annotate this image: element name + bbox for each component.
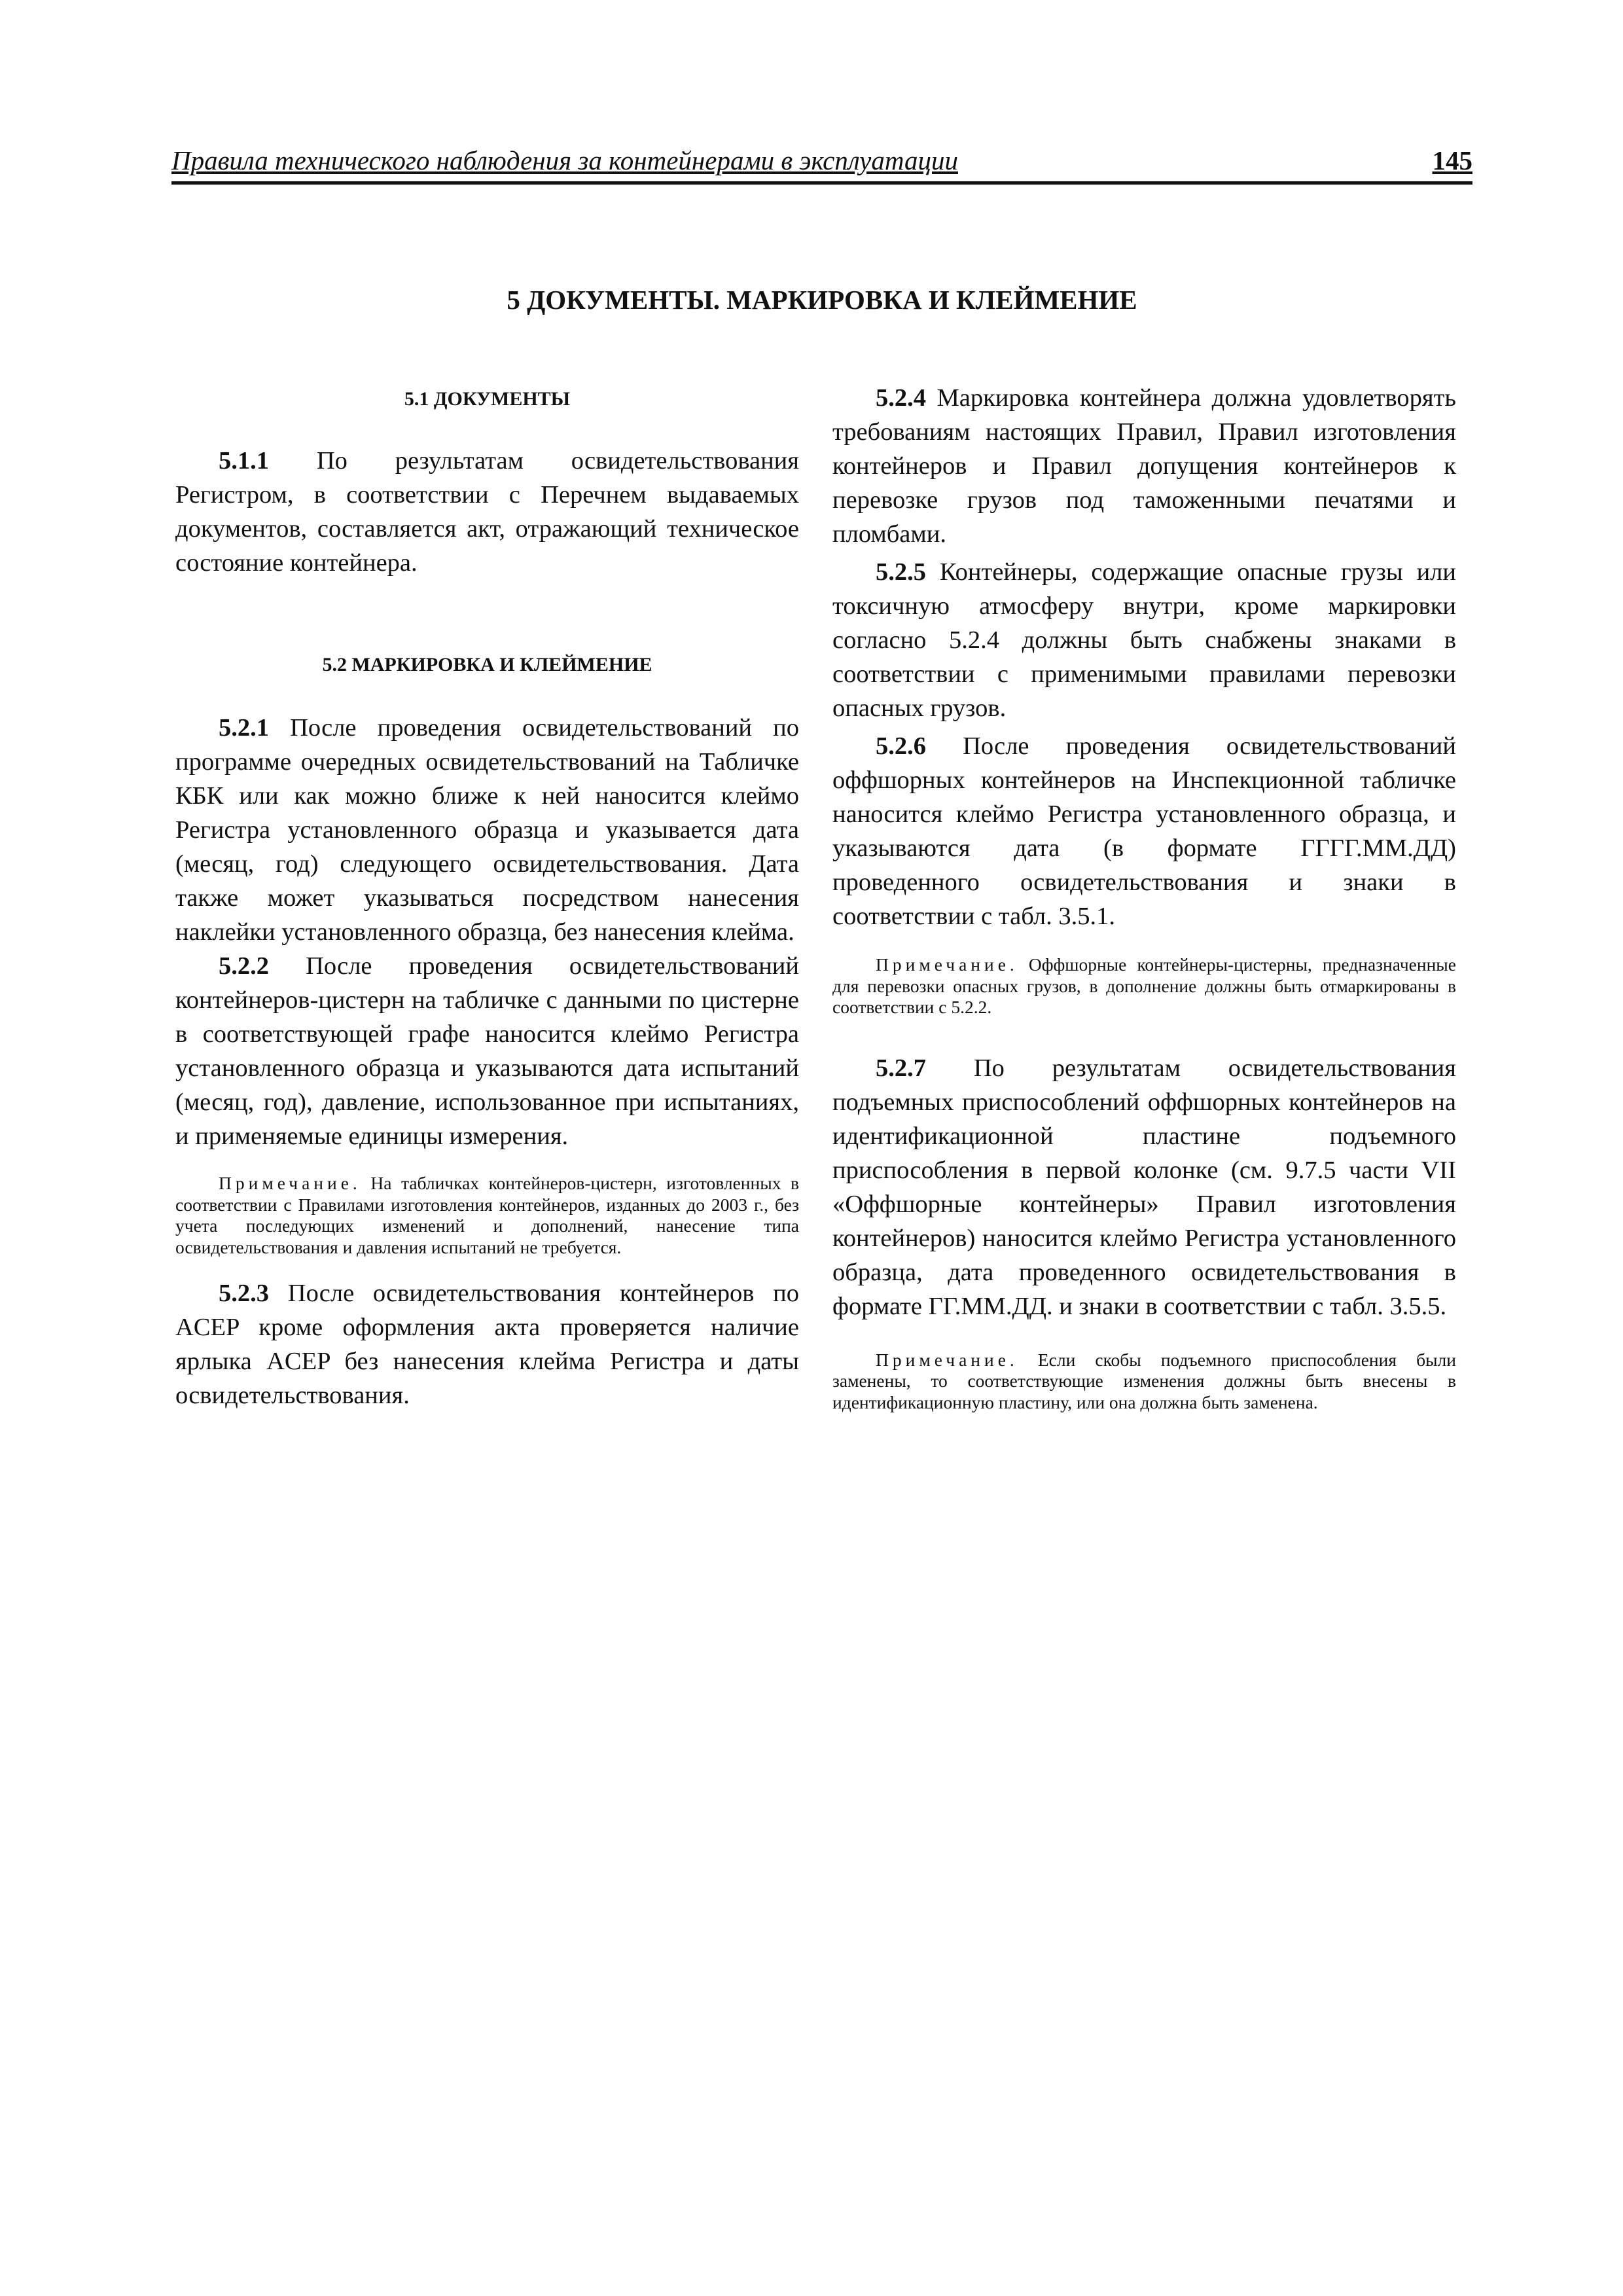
note-label: Примечание. [219,1173,361,1193]
note-1 [175,1173,799,1258]
paragraph-number: 5.2.2 [219,952,269,980]
paragraph-number: 5.2.1 [219,714,269,742]
paragraph-number: 5.2.3 [219,1280,269,1307]
paragraph-number: 5.2.4 [876,384,926,412]
paragraph-5-2-7 [832,1051,1456,1323]
section-title-5-2: 5.2 МАРКИРОВКА И КЛЕЙМЕНИЕ [322,654,652,675]
running-header [171,141,1472,185]
note-text: Оффшорные контейнеры-цистерны, предназначенные для перевозки опасных грузов, в дополнение должны быть отмаркированы в соответствии с 5.2.2. [832,954,1456,1017]
paragraph-text: После проведения освидетельствований по программе очередных освидетельствований на Табличке КБК или как можно ближе к ней наносится клеймо Регистра установленного образца и указывается дата (месяц, год) следующего освидетельствования. Дата также может указываться посредством нанесения наклейки установленного образца, без нанесения клейма. [175,714,799,946]
note-label: Примечание. [876,954,1018,975]
note-text: На табличках контейнеров-цистерн, изготовленных в соответствии с Правилами изготовления контейнеров, изданных до 2003 г., без учета последующих изменений и дополнений, нанесение типа освидетельствования и давления испытаний не требуется. [175,1173,799,1257]
paragraph-text: Маркировка контейнера должна удовлетворять требованиям настоящих Правил, Правил изготовления контейнеров и Правил допущения контейнеров к перевозке грузов под таможенными печатями и пломбами. [832,384,1456,548]
note-3 [832,1350,1456,1414]
paragraph-text: По результатам освидетельствования Регистром, в соответствии с Перечнем выдаваемых документов, составляется акт, отражающий техническое состояние контейнера. [175,447,799,577]
paragraph-text: После освидетельствования контейнеров по ACEP кроме оформления акта проверяется наличие ярлыка ACEP без нанесения клейма Регистра и даты освидетельствования. [175,1280,799,1409]
paragraph-text: По результатам освидетельствования подъемных приспособлений оффшорных контейнеров на идентификационной пластине подъемного приспособления в первой колонке (см. 9.7.5 части VII «Оффшорные контейнеры» Правил изготовления контейнеров) наносится клеймо Регистра установленного образца, дата проведенного освидетельствования в формате ГГ.ММ.ДД. и знаки в соответствии с табл. 3.5.5. [832,1054,1456,1320]
paragraph-text: После проведения освидетельствований оффшорных контейнеров на Инспекционной табличке наносится клеймо Регистра установленного образца, и указываются дата (в формате ГГГГ.ММ.ДД) проведенного освидетельствования и знаки в соответствии с табл. 3.5.1. [832,732,1456,930]
note-text: Если скобы подъемного приспособления были заменены, то соответствующие изменения должны быть внесены в идентификационную пластину, или она должна быть заменена. [832,1349,1456,1412]
note-label: Примечание. [876,1349,1018,1370]
paragraph-5-2-4 [832,381,1456,551]
paragraph-5-1-1 [175,444,799,580]
left-column [175,381,799,1412]
running-title: Правила технического наблюдения за контейнерами в эксплуатации [171,145,958,175]
paragraph-number: 5.2.5 [876,558,926,586]
paragraph-text: Контейнеры, содержащие опасные грузы или токсичную атмосферу внутри, кроме маркировки согласно 5.2.4 должны быть снабжены знаками в соответствии с применимыми правилами перевозки опасных грузов. [832,558,1456,722]
paragraph-number: 5.2.6 [876,732,926,760]
chapter-title: 5 ДОКУМЕНТЫ. МАРКИРОВКА И КЛЕЙМЕНИЕ [507,285,1137,315]
paragraph-5-2-1 [175,711,799,949]
paragraph-5-2-3 [175,1276,799,1412]
section-title-5-1: 5.1 ДОКУМЕНТЫ [404,388,571,410]
paragraph-number: 5.2.7 [876,1054,926,1082]
paragraph-5-2-6 [832,729,1456,933]
paragraph-text: После проведения освидетельствований контейнеров-цистерн на табличке с данными по цистерне в соответствующей графе наносится клеймо Регистра установленного образца и указываются дата испытаний (месяц, год), давление, использованное при испытаниях, и применяемые единицы измерения. [175,952,799,1150]
note-2 [832,954,1456,1018]
paragraph-5-2-2 [175,949,799,1153]
page-number: 145 [1432,145,1472,175]
right-column [832,381,1456,1413]
paragraph-number: 5.1.1 [219,447,269,475]
paragraph-5-2-5 [832,555,1456,725]
